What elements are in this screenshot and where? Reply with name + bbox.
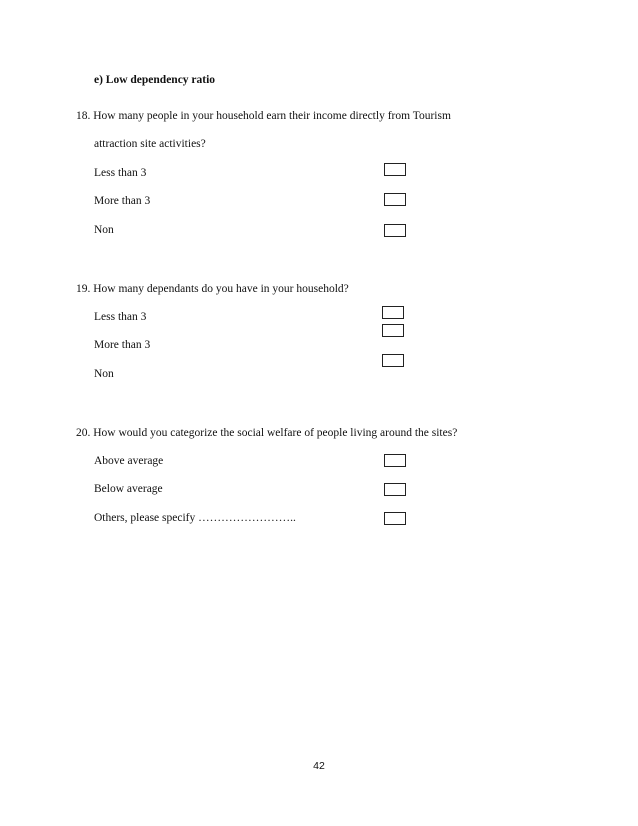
question-20-text: 20. How would you categorize the social welfare of people living around the sites? (76, 427, 458, 439)
q18-checkbox-non[interactable] (384, 224, 406, 237)
q20-option-below-average: Below average (94, 483, 163, 495)
q20-checkbox-below-average[interactable] (384, 483, 406, 496)
q18-checkbox-less-than-3[interactable] (384, 163, 406, 176)
q18-checkbox-more-than-3[interactable] (384, 193, 406, 206)
q20-checkbox-above-average[interactable] (384, 454, 406, 467)
q18-option-less-than-3: Less than 3 (94, 167, 147, 179)
q19-checkbox-non[interactable] (382, 354, 404, 367)
q19-option-non: Non (94, 368, 114, 380)
q19-checkbox-less-than-3[interactable] (382, 306, 404, 319)
q18-option-non: Non (94, 224, 114, 236)
q19-option-more-than-3: More than 3 (94, 339, 151, 351)
page-number: 42 (313, 760, 325, 772)
section-heading: e) Low dependency ratio (94, 74, 216, 86)
q20-option-others-specify: Others, please specify …………………….. (94, 512, 296, 524)
question-19-text: 19. How many dependants do you have in your household? (76, 283, 349, 295)
q19-option-less-than-3: Less than 3 (94, 311, 147, 323)
q19-checkbox-more-than-3[interactable] (382, 324, 404, 337)
q18-option-more-than-3: More than 3 (94, 195, 151, 207)
q20-checkbox-others[interactable] (384, 512, 406, 525)
question-18-text-continued: attraction site activities? (94, 138, 206, 150)
question-18-text: 18. How many people in your household earn their income directly from Tourism (76, 110, 451, 122)
q20-option-above-average: Above average (94, 455, 164, 467)
